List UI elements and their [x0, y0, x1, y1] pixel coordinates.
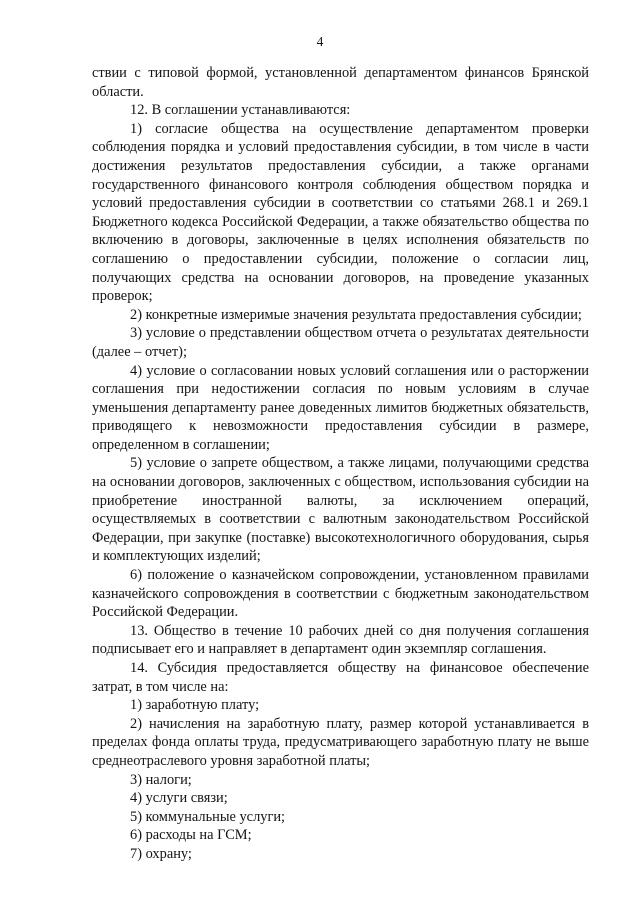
- paragraph-12-item-2: 2) конкретные измеримые значения результата предоставления субсидии;: [130, 306, 582, 323]
- paragraph-14-item-2: 2) начисления на заработную плату, размер которой устанавливается в пределах фонда оплаты труда, предусматривающего заработную плату не выше среднеотраслевого уровня заработной платы;: [92, 715, 589, 769]
- paragraph-14-heading: 14. Субсидия предоставляется обществу на финансовое обеспечение затрат, в том числе на:: [92, 660, 589, 695]
- paragraph-12-item-4: 4) условие о согласовании новых условий соглашения или о расторжении соглашения при недостижении согласия по новым условиям в случае уменьшения департаменту ранее доведенных лимитов бюджетных обязательств, приводящего к невозможности предоставления субсидии в размере, определенном в соглашении;: [92, 362, 589, 453]
- paragraph-12-item-3: 3) условие о представлении обществом отчета о результатах деятельности (далее – отчет);: [92, 325, 589, 360]
- paragraph-14-item-7: 7) охрану;: [130, 845, 192, 862]
- paragraph-12-heading: 12. В соглашении устанавливаются:: [130, 102, 351, 119]
- paragraph-14-item-4: 4) услуги связи;: [130, 790, 228, 807]
- document-body: [92, 64, 589, 864]
- paragraph-12-item-1: 1) согласие общества на осуществление департаментом проверки соблюдения порядка и условий предоставления субсидии, в том числе в части достижения результатов предоставления субсидии, а также органами государственного финансового контроля соблюдения обществом порядка и условий предоставления субсидии в соответствии со статьями 268.1 и 269.1 Бюджетного кодекса Российской Федерации, а также обязательство общества по включению в договоры, заключенные в целях исполнения обязательств по соглашению о предоставлении субсидии, положение о согласии лиц, получающих средства на основании договоров, на проведение указанных проверок;: [92, 120, 589, 305]
- paragraph-14-item-3: 3) налоги;: [130, 771, 192, 788]
- paragraph-14-item-5: 5) коммунальные услуги;: [130, 808, 286, 825]
- paragraph-14-item-1: 1) заработную плату;: [130, 697, 260, 714]
- paragraph-13: 13. Общество в течение 10 рабочих дней со дня получения соглашения подписывает его и направляет в департамент один экземпляр соглашения.: [92, 622, 589, 658]
- paragraph-12-item-6: 6) положение о казначейском сопровождении, установленном правилами казначейского сопровождения в соответствии с бюджетным законодательством Российской Федерации.: [92, 567, 589, 621]
- paragraph-14-item-6: 6) расходы на ГСМ;: [130, 827, 252, 844]
- page-number: 4: [316, 34, 324, 49]
- paragraph-12-item-5: 5) условие о запрете обществом, а также лицами, получающими средства на основании договоров, заключенных с обществом, использования субсидии на приобретение иностранной валюты, за исключением операций, осуществляемых в соответствии с валютным законодательством Российской Федерации, при закупке (поставке) высокотехнологичного оборудования, сырья и комплектующих изделий;: [92, 455, 589, 565]
- paragraph-continuation: ствии с типовой формой, установленной департаментом финансов Брянской области.: [92, 65, 589, 100]
